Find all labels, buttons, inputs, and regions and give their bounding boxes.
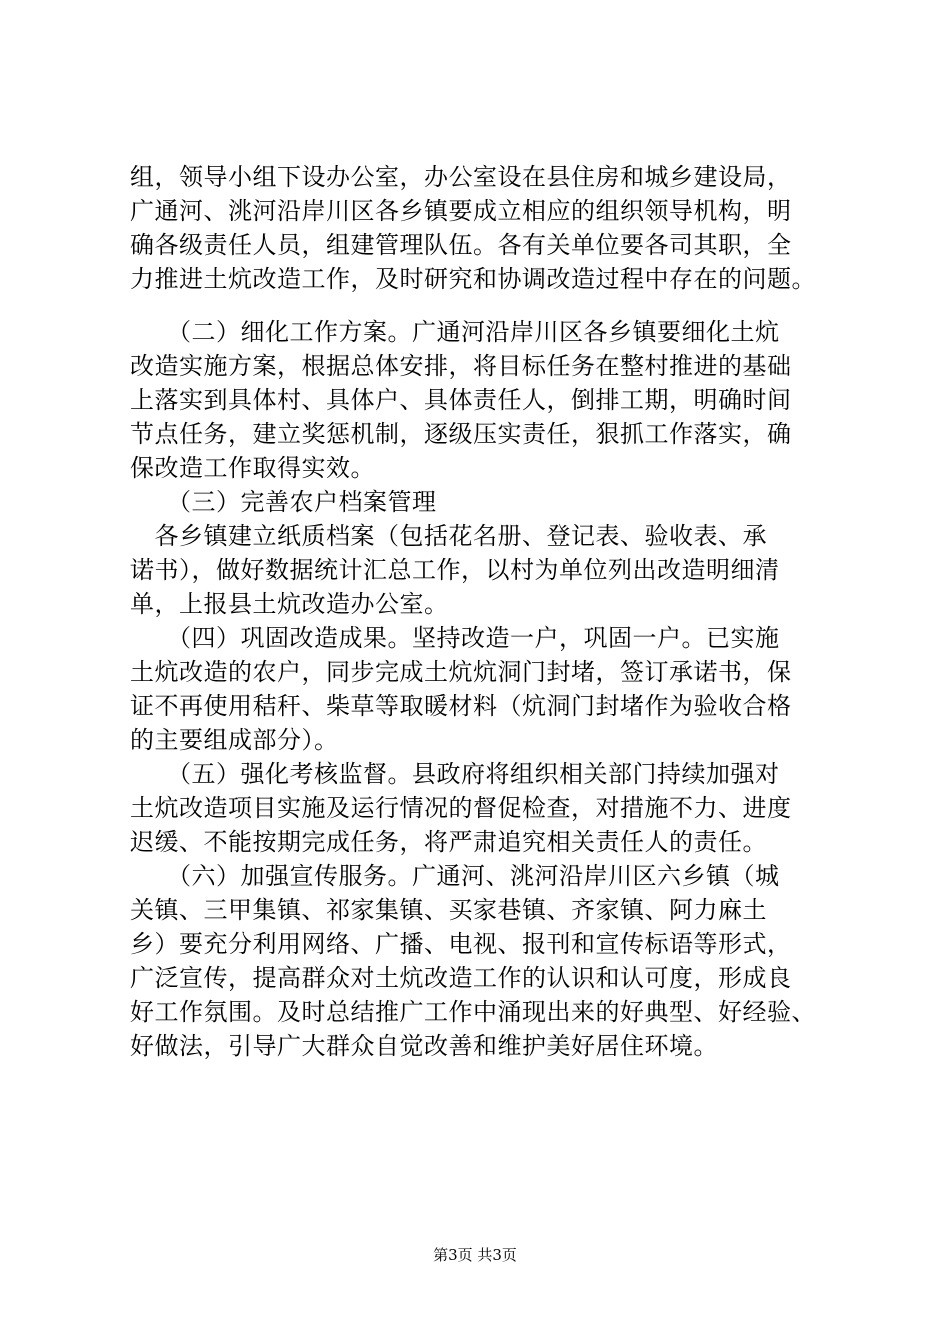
text-line: 力推进土炕改造工作，及时研究和协调改造过程中存在的问题。	[130, 265, 816, 293]
text-line: 单，上报县土炕改造办公室。	[130, 590, 449, 618]
paragraph-spacer	[130, 296, 850, 315]
text-line: 广泛宣传，提高群众对土炕改造工作的认识和认可度，形成良	[130, 964, 792, 992]
paragraph-archive-body	[130, 519, 850, 621]
text-line: 诺书），做好数据统计汇总工作，以村为单位列出改造明细清	[130, 556, 780, 584]
section-heading: （三）完善农户档案管理	[130, 488, 437, 516]
document-body	[130, 160, 850, 1063]
text-line: 迟缓、不能按期完成任务，将严肃追究相关责任人的责任。	[130, 828, 767, 856]
text-line: 保改造工作取得实效。	[130, 454, 375, 482]
paragraph-archive-heading	[130, 485, 850, 519]
text-line: 确各级责任人员，组建管理队伍。各有关单位要各司其职，全	[130, 231, 792, 259]
text-line: 广通河、洮河沿岸川区各乡镇要成立相应的组织领导机构，明	[130, 197, 792, 225]
paragraph-refine-plan	[130, 315, 850, 485]
paragraph-consolidate	[130, 621, 850, 757]
text-line: 改造实施方案，根据总体安排，将目标任务在整村推进的基础	[130, 352, 792, 380]
paragraph-leadership-continued	[130, 160, 850, 296]
text-line: （四）巩固改造成果。坚持改造一户，巩固一户。已实施	[130, 624, 780, 652]
text-line: 各乡镇建立纸质档案（包括花名册、登记表、验收表、承	[130, 522, 767, 550]
text-line: 节点任务，建立奖惩机制，逐级压实责任，狠抓工作落实，确	[130, 420, 792, 448]
text-line: 组，领导小组下设办公室，办公室设在县住房和城乡建设局，	[130, 163, 792, 191]
text-line: 乡）要充分利用网络、广播、电视、报刊和宣传标语等形式，	[130, 930, 792, 958]
text-line: 的主要组成部分）。	[130, 726, 339, 754]
text-line: （二）细化工作方案。广通河沿岸川区各乡镇要细化土炕	[130, 318, 780, 346]
text-line: 土炕改造的农户，同步完成土炕炕洞门封堵，签订承诺书，保	[130, 658, 792, 686]
text-line: 关镇、三甲集镇、祁家集镇、买家巷镇、齐家镇、阿力麻土	[130, 896, 767, 924]
text-line: （六）加强宣传服务。广通河、洮河沿岸川区六乡镇（城	[130, 862, 780, 890]
paragraph-supervision	[130, 757, 850, 859]
page-footer	[0, 1245, 950, 1265]
text-line: 好做法，引导广大群众自觉改善和维护美好居住环境。	[130, 1032, 718, 1060]
text-line: 好工作氛围。及时总结推广工作中涌现出来的好典型、好经验、	[130, 998, 816, 1026]
text-line: （五）强化考核监督。县政府将组织相关部门持续加强对	[130, 760, 780, 788]
text-line: 土炕改造项目实施及运行情况的督促检查，对措施不力、进度	[130, 794, 792, 822]
text-line: 证不再使用秸秆、柴草等取暖材料（炕洞门封堵作为验收合格	[130, 692, 792, 720]
text-line: 上落实到具体村、具体户、具体责任人，倒排工期，明确时间	[130, 386, 792, 414]
paragraph-publicity	[130, 859, 850, 1063]
page-number: 第3页 共3页	[433, 1246, 517, 1264]
